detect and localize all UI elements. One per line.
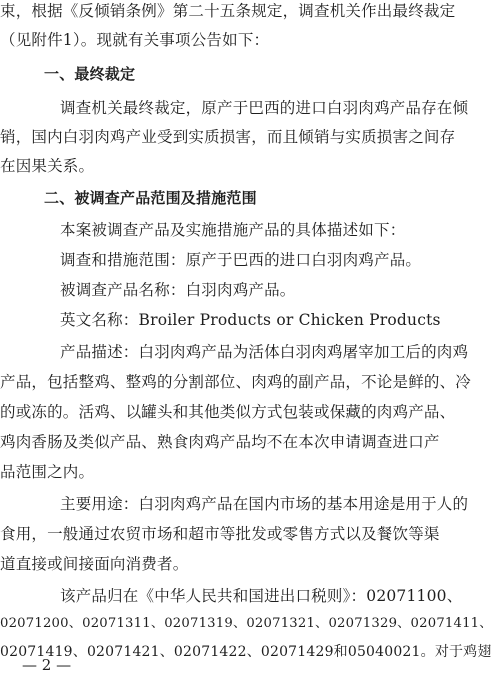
text-line: 被调查产品名称：白羽肉鸡产品。: [60, 281, 296, 299]
text-line: 品范围之内。: [0, 463, 95, 481]
text-line: 销，国内白羽肉鸡产业受到实质损害，而且倾销与实质损害之间存: [0, 128, 456, 146]
text-line: 的或冻的。活鸡、以罐头和其他类似方式包装或保藏的肉鸡产品、: [0, 403, 456, 421]
text-line: 调查机关最终裁定，原产于巴西的进口白羽肉鸡产品存在倾: [60, 99, 469, 117]
text-line: 02071200、02071311、02071319、02071321、02071329、02071411、: [0, 616, 493, 631]
text-line: 道直接或间接面向消费者。: [0, 555, 189, 573]
section-heading: 一、最终裁定: [44, 65, 136, 83]
text-line: （见附件1）。现就有关事项公告如下：: [0, 31, 270, 49]
text-line: 食用，一般通过农贸市场和超市等批发或零售方式以及餐饮等渠: [0, 525, 440, 543]
section-heading: 二、被调查产品范围及措施范围: [44, 189, 257, 207]
text-line: 鸡肉香肠及类似产品、熟食肉鸡产品均不在本次申请调查进口产: [0, 433, 440, 451]
text-line: 调查和措施范围：原产于巴西的进口白羽肉鸡产品。: [60, 251, 422, 269]
text-line: 主要用途：白羽肉鸡产品在国内市场的基本用途是用于人的: [60, 495, 469, 513]
text-line: 束，根据《反倾销条例》第二十五条规定，调查机关作出最终裁定: [0, 2, 456, 20]
text-line: 在因果关系。: [0, 157, 95, 175]
text-line: 02071419、02071421、02071422、02071429和05040021。对于鸡翅: [0, 644, 492, 660]
text-line: 该产品归在《中华人民共和国进出口税则》：02071100、: [60, 587, 463, 605]
page-number: — 2 —: [22, 656, 72, 674]
text-line: 本案被调查产品及实施措施产品的具体描述如下：: [60, 221, 406, 239]
text-line: 产品，包括整鸡、整鸡的分割部位、肉鸡的副产品，不论是鲜的、冷: [0, 373, 472, 391]
text-line: 产品描述：白羽肉鸡产品为活体白羽肉鸡屠宰加工后的肉鸡: [60, 343, 469, 361]
text-line: 英文名称：Broiler Products or Chicken Products: [60, 311, 441, 329]
